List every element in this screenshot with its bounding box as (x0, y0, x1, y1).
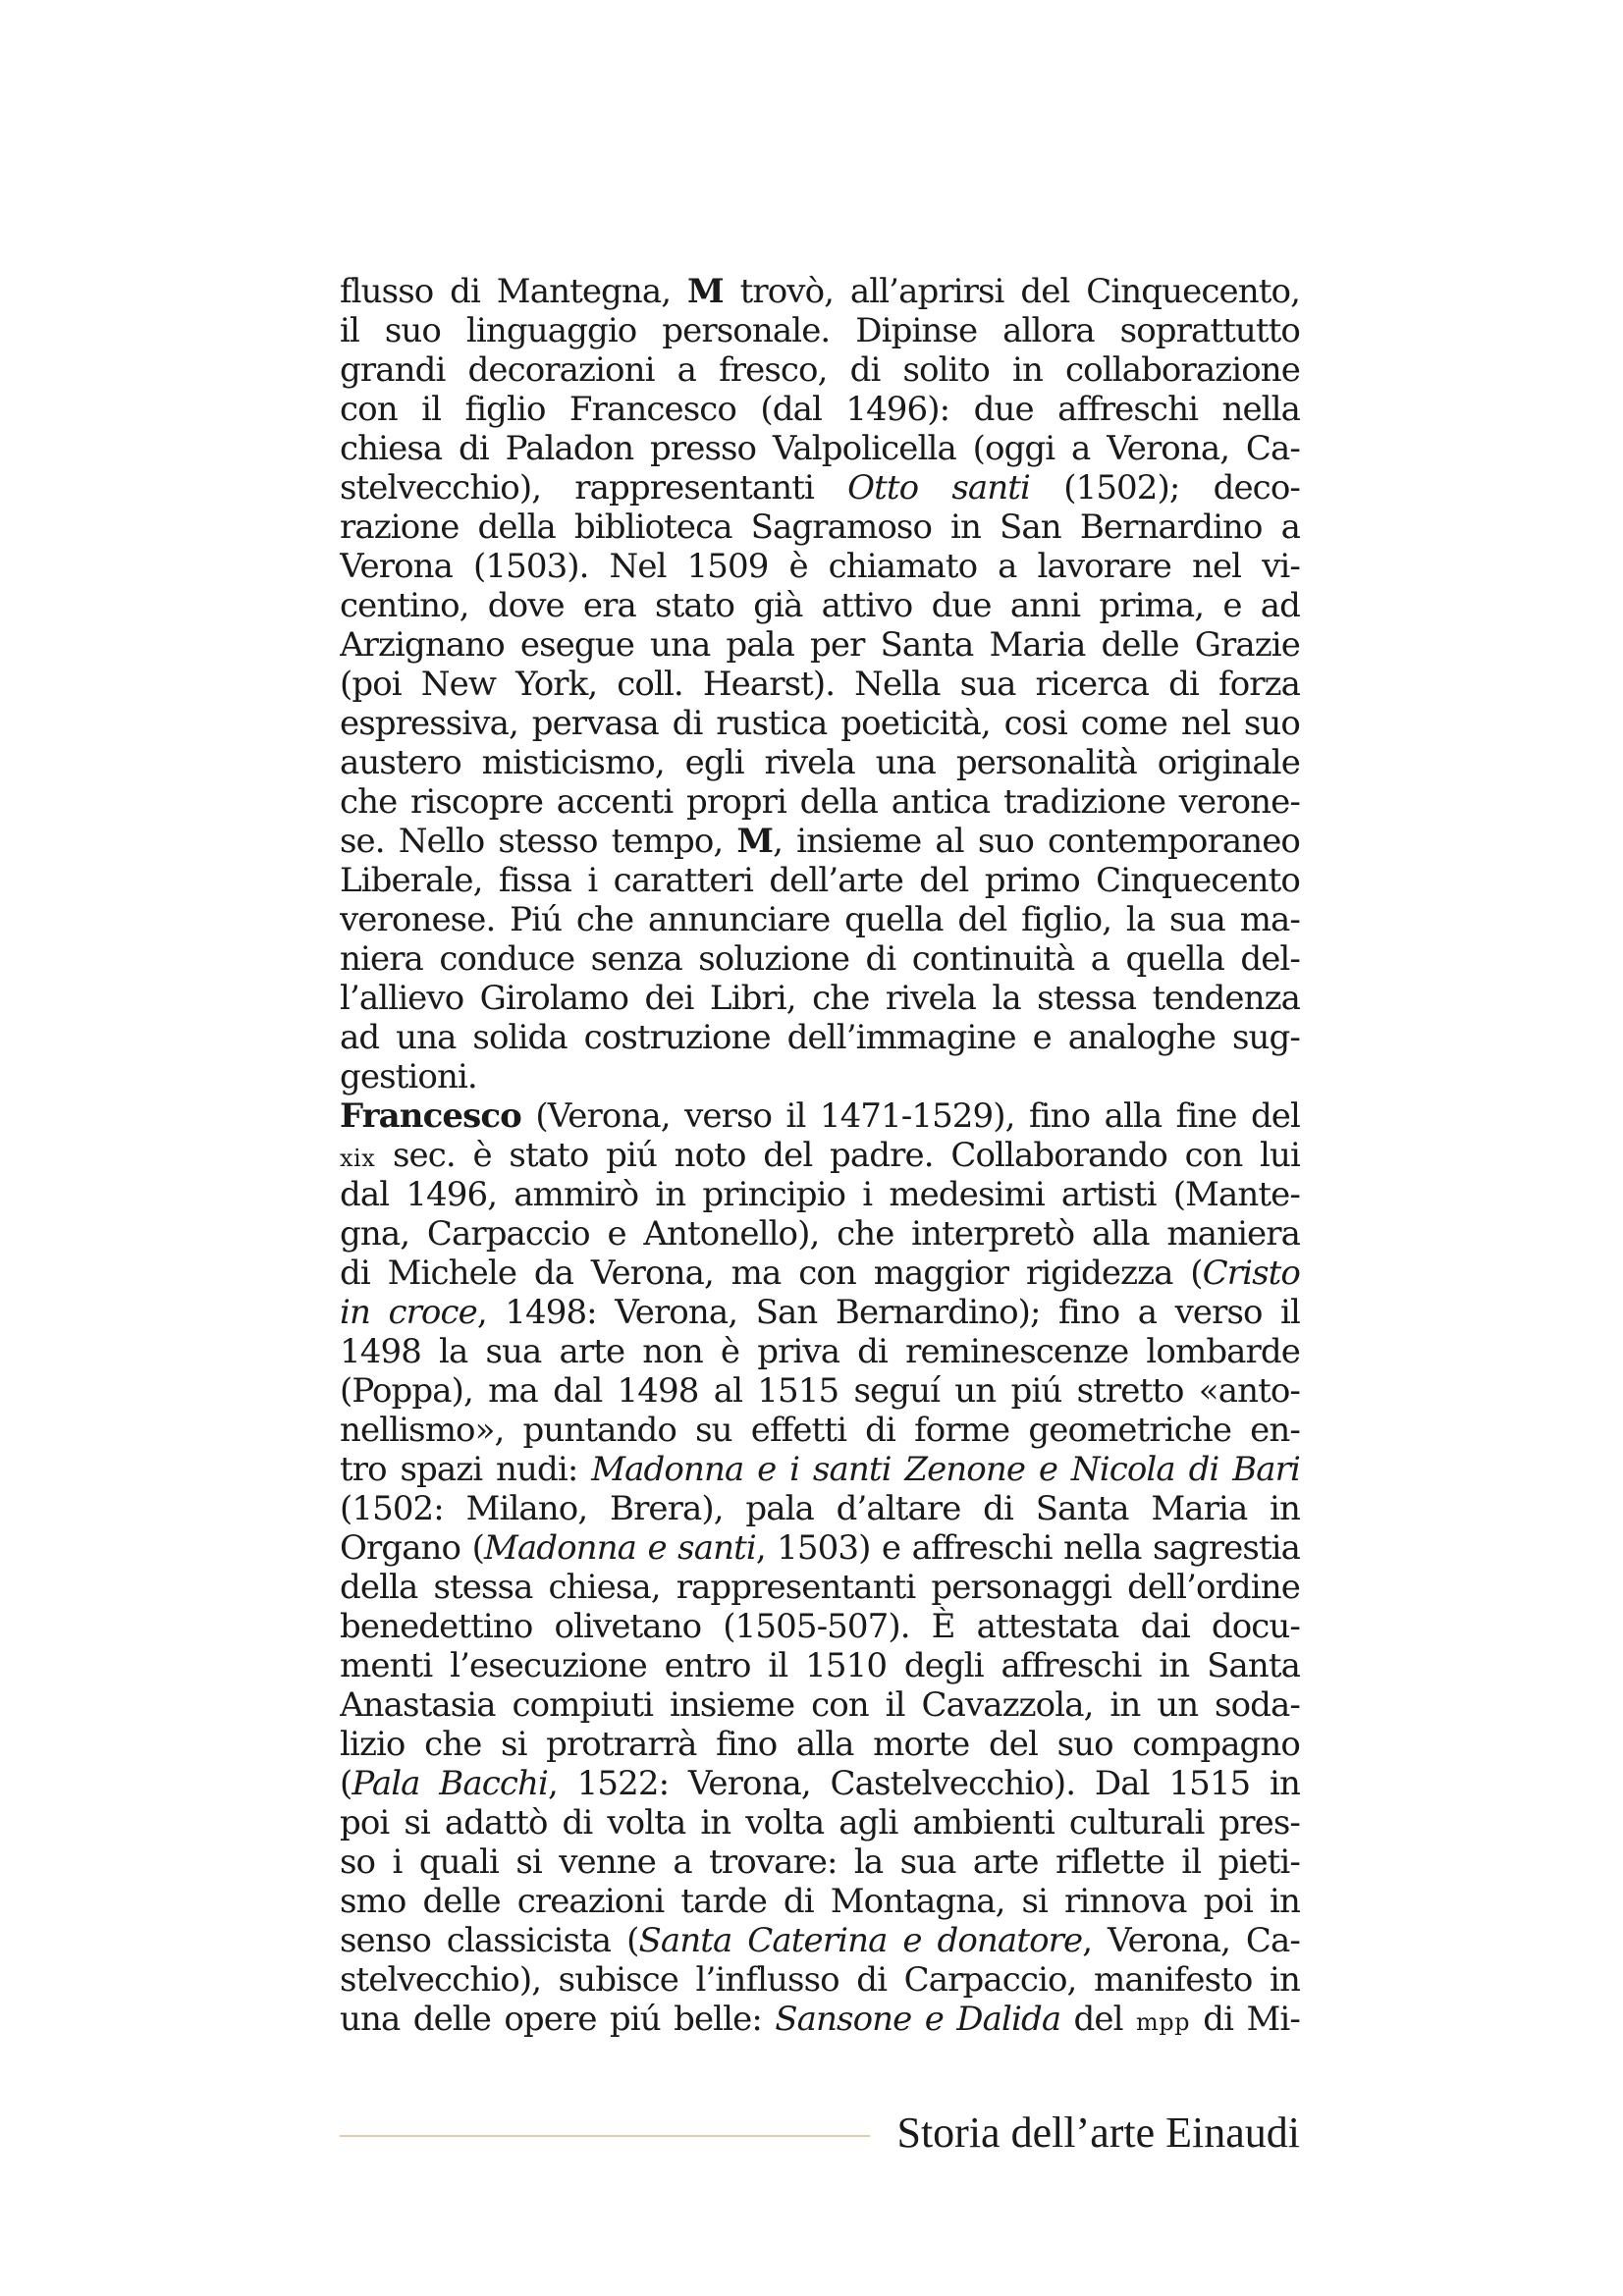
text-line (340, 939, 1300, 979)
text-line (340, 861, 1300, 900)
text-segment: del (1060, 2000, 1136, 2039)
text-segment: (1502); deco- (1030, 468, 1300, 507)
text-line (340, 782, 1300, 822)
text-segment: il suo linguaggio personale. Dipinse allora soprattutto (340, 311, 1300, 350)
text-segment: di Mi- (1189, 2000, 1300, 2039)
text-line (340, 350, 1300, 390)
text-segment: stelvecchio), rappresentanti (340, 468, 848, 507)
text-segment: in croce (340, 1293, 477, 1332)
text-segment: , 1522: Verona, Castelvecchio). Dal 1515 in (548, 1764, 1300, 1803)
page-footer (340, 2106, 1300, 2164)
text-segment: Liberale, fissa i caratteri dell’arte del primo Cinquecento (340, 861, 1300, 900)
text-line (340, 625, 1300, 665)
text-segment: lizio che si protrarrà fino alla morte del suo compagno (340, 1725, 1300, 1764)
text-segment: (Verona, verso il 1471-1529), fino alla fine del (520, 1096, 1300, 1136)
text-segment: gestioni. (340, 1057, 477, 1096)
text-segment: M (687, 272, 724, 311)
text-segment: austero misticismo, egli rivela una personalità originale (340, 743, 1300, 782)
text-segment: chiesa di Paladon presso Valpolicella (oggi a Verona, Ca- (340, 429, 1300, 468)
footer-title: Storia dell’arte Einaudi (896, 2109, 1300, 2157)
text-line (340, 1607, 1300, 1646)
text-line (340, 1921, 1300, 1960)
text-line (340, 1882, 1300, 1921)
text-line (340, 547, 1300, 586)
text-line (340, 1254, 1300, 1293)
text-line (340, 1018, 1300, 1057)
text-segment: gna, Carpaccio e Antonello), che interpretò alla maniera (340, 1214, 1300, 1254)
text-segment: mpp (1135, 2008, 1190, 2036)
text-line (340, 1214, 1300, 1254)
text-line (340, 1175, 1300, 1214)
text-segment: espressiva, pervasa di rustica poeticità, cosi come nel suo (340, 704, 1300, 743)
text-segment: Sansone e Dalida (775, 2000, 1061, 2039)
text-segment: smo delle creazioni tarde di Montagna, si rinnova poi in (340, 1882, 1300, 1921)
text-segment: che riscopre accenti propri della antica tradizione verone- (340, 782, 1300, 822)
text-segment: veronese. Piú che annunciare quella del figlio, la sua ma- (340, 900, 1300, 939)
text-segment: sec. è stato piú noto del padre. Collaborando con lui (375, 1136, 1300, 1175)
text-segment: ad una solida costruzione dell’immagine e analoghe sug- (340, 1018, 1300, 1057)
text-segment: grandi decorazioni a fresco, di solito in collaborazione (340, 350, 1300, 390)
text-segment: Pala Bacchi (352, 1764, 548, 1803)
text-line (340, 272, 1300, 311)
text-line (340, 390, 1300, 429)
text-line (340, 1725, 1300, 1764)
text-segment: una delle opere piú belle: (340, 2000, 776, 2039)
text-segment: razione della biblioteca Sagramoso in San Bernardino a (340, 507, 1300, 547)
text-line (340, 979, 1300, 1018)
text-segment: 1498 la sua arte non è priva di reminescenze lombarde (340, 1332, 1300, 1371)
text-segment: niera conduce senza soluzione di continuità a quella del- (340, 939, 1300, 979)
text-segment: l’allievo Girolamo dei Libri, che rivela la stessa tendenza (340, 979, 1300, 1018)
text-segment: tro spazi nudi: (340, 1450, 592, 1489)
text-line (340, 1803, 1300, 1842)
text-segment: M (736, 822, 774, 861)
text-segment: menti l’esecuzione entro il 1510 degli affreschi in Santa (340, 1646, 1300, 1685)
text-segment: (Poppa), ma dal 1498 al 1515 seguí un piú stretto «anto- (340, 1371, 1300, 1411)
text-line (340, 900, 1300, 939)
text-segment: Organo ( (340, 1528, 484, 1568)
text-line (340, 1411, 1300, 1450)
text-line (340, 1528, 1300, 1568)
text-segment: xix (340, 1145, 376, 1172)
text-line (340, 1489, 1300, 1528)
text-segment: , insieme al suo contemporaneo (773, 822, 1300, 861)
text-segment: Francesco (340, 1096, 521, 1136)
text-segment: nellismo», puntando su effetti di forme geometriche en- (340, 1411, 1300, 1450)
text-segment: Arzignano esegue una pala per Santa Maria delle Grazie (340, 625, 1300, 665)
text-segment: Otto santi (847, 468, 1031, 507)
text-line (340, 1332, 1300, 1371)
text-segment: senso classicista ( (340, 1921, 639, 1960)
text-segment: Verona (1503). Nel 1509 è chiamato a lavorare nel vi- (340, 547, 1300, 586)
text-line (340, 2000, 1300, 2039)
text-segment: , Verona, Ca- (1082, 1921, 1300, 1960)
text-segment: Santa Caterina e donatore (638, 1921, 1083, 1960)
text-segment: flusso di Mantegna, (340, 272, 688, 311)
text-segment: di Michele da Verona, ma con maggior rigidezza ( (340, 1254, 1203, 1293)
text-line (340, 468, 1300, 507)
text-segment: (1502: Milano, Brera), pala d’altare di Santa Maria in (340, 1489, 1300, 1528)
text-line (340, 1764, 1300, 1803)
text-line (340, 665, 1300, 704)
text-line (340, 1096, 1300, 1136)
text-segment: trovò, all’aprirsi del Cinquecento, (723, 272, 1300, 311)
text-segment: Madonna e i santi Zenone e Nicola di Bari (591, 1450, 1300, 1489)
text-line (340, 1685, 1300, 1725)
text-segment: della stessa chiesa, rappresentanti personaggi dell’ordine (340, 1568, 1300, 1607)
body-text (340, 272, 1300, 2039)
text-segment: benedettino olivetano (1505-507). È attestata dai docu- (340, 1607, 1300, 1646)
text-line (340, 1842, 1300, 1882)
text-segment: Anastasia compiuti insieme con il Cavazzola, in un soda- (340, 1685, 1300, 1725)
text-segment: stelvecchio), subisce l’influsso di Carpaccio, manifesto in (340, 1960, 1300, 2000)
text-line (340, 1057, 1300, 1096)
text-line (340, 1646, 1300, 1685)
text-segment: Cristo (1202, 1254, 1300, 1293)
text-segment: poi si adattò di volta in volta agli ambienti culturali pres- (340, 1803, 1300, 1842)
text-segment: so i quali si venne a trovare: la sua arte riflette il pieti- (340, 1842, 1300, 1882)
text-segment: Madonna e santi (483, 1528, 756, 1568)
text-line (340, 704, 1300, 743)
text-segment: , 1503) e affreschi nella sagrestia (755, 1528, 1300, 1568)
text-line (340, 1568, 1300, 1607)
text-line (340, 311, 1300, 350)
text-segment: centino, dove era stato già attivo due anni prima, e ad (340, 586, 1300, 625)
text-line (340, 1293, 1300, 1332)
text-segment: ( (340, 1764, 352, 1803)
text-line (340, 1450, 1300, 1489)
text-line (340, 1371, 1300, 1411)
text-segment: (poi New York, coll. Hearst). Nella sua ricerca di forza (340, 665, 1300, 704)
text-segment: dal 1496, ammirò in principio i medesimi artisti (Mante- (340, 1175, 1300, 1214)
text-line (340, 822, 1300, 861)
text-line (340, 586, 1300, 625)
text-line (340, 743, 1300, 782)
text-segment: con il figlio Francesco (dal 1496): due affreschi nella (340, 390, 1300, 429)
text-line (340, 429, 1300, 468)
text-line (340, 1960, 1300, 2000)
text-line (340, 1136, 1300, 1175)
text-line (340, 507, 1300, 547)
footer-rule (340, 2135, 870, 2137)
text-segment: , 1498: Verona, San Bernardino); fino a verso il (476, 1293, 1300, 1332)
text-segment: se. Nello stesso tempo, (340, 822, 737, 861)
